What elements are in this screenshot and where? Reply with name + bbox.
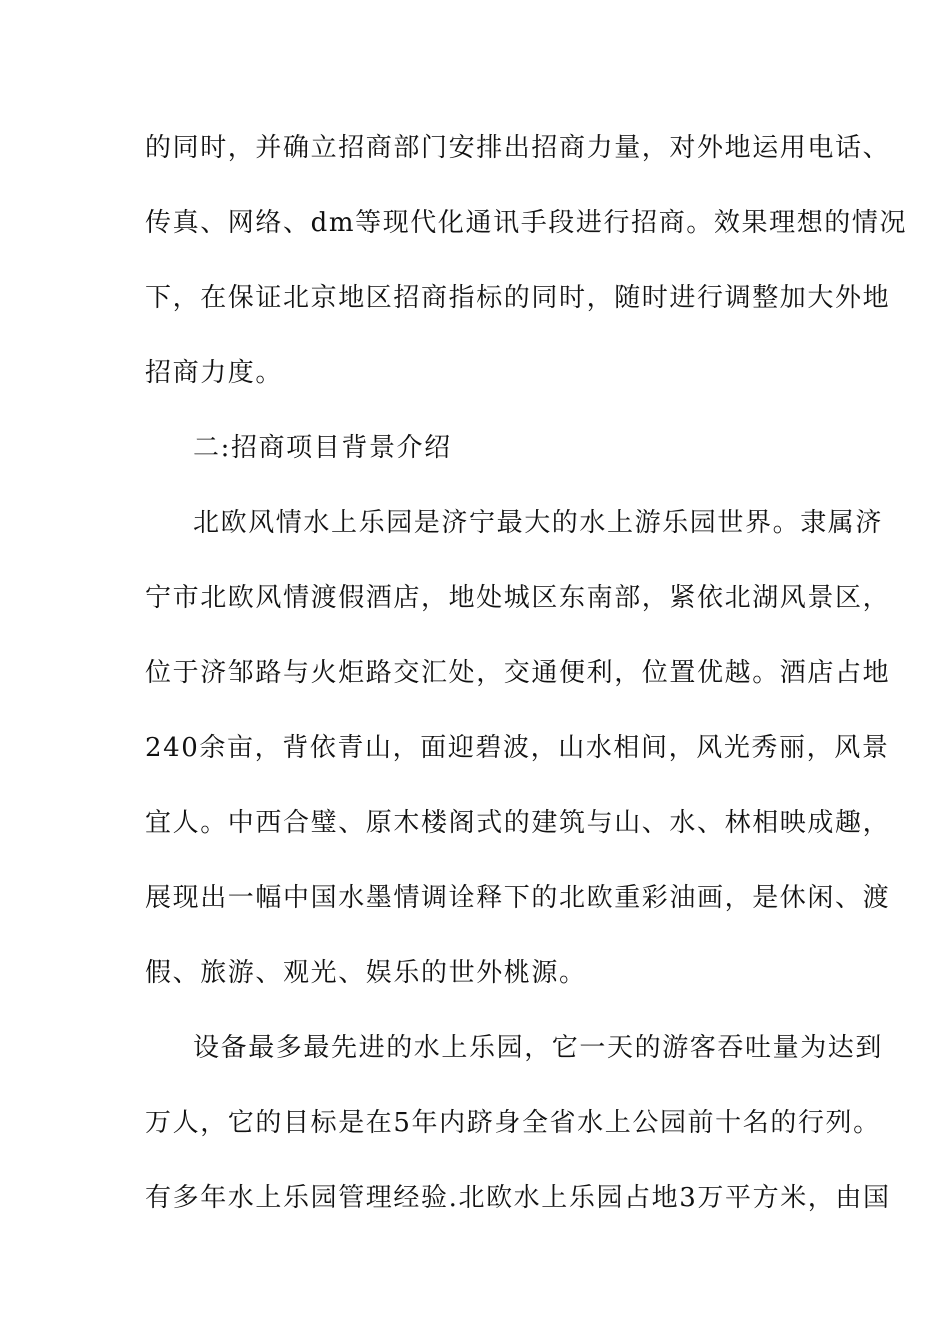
section-heading: 二:招商项目背景介绍 [193,433,452,463]
text-line: 招商力度。 [145,358,284,388]
text-line: 宁市北欧风情渡假酒店，地处城区东南部，紧依北湖风景区， [145,583,891,613]
text-line: 设备最多最先进的水上乐园，它一天的游客吞吐量为达到 [193,1033,884,1063]
text-line: 假、旅游、观光、娱乐的世外桃源。 [145,958,587,988]
text-line: 宜人。中西合璧、原木楼阁式的建筑与山、水、林相映成趣， [145,808,891,838]
text-line: 北欧风情水上乐园是济宁最大的水上游乐园世界。隶属济 [193,508,884,538]
text-line: 位于济邹路与火炬路交汇处，交通便利，位置优越。酒店占地 [145,658,891,688]
text-line: 的同时，并确立招商部门安排出招商力量，对外地运用电话、 [145,133,891,163]
text-line: 240余亩，背依青山，面迎碧波，山水相间，风光秀丽，风景 [145,733,890,763]
text-line: 传真、网络、dm等现代化通讯手段进行招商。效果理想的情况 [145,208,908,238]
text-line: 下，在保证北京地区招商指标的同时，随时进行调整加大外地 [145,283,891,313]
text-line: 展现出一幅中国水墨情调诠释下的北欧重彩油画，是休闲、渡 [145,883,891,913]
text-line: 有多年水上乐园管理经验.北欧水上乐园占地3万平方米，由国 [145,1183,891,1213]
text-line: 万人，它的目标是在5年内跻身全省水上公园前十名的行列。 [145,1108,881,1138]
